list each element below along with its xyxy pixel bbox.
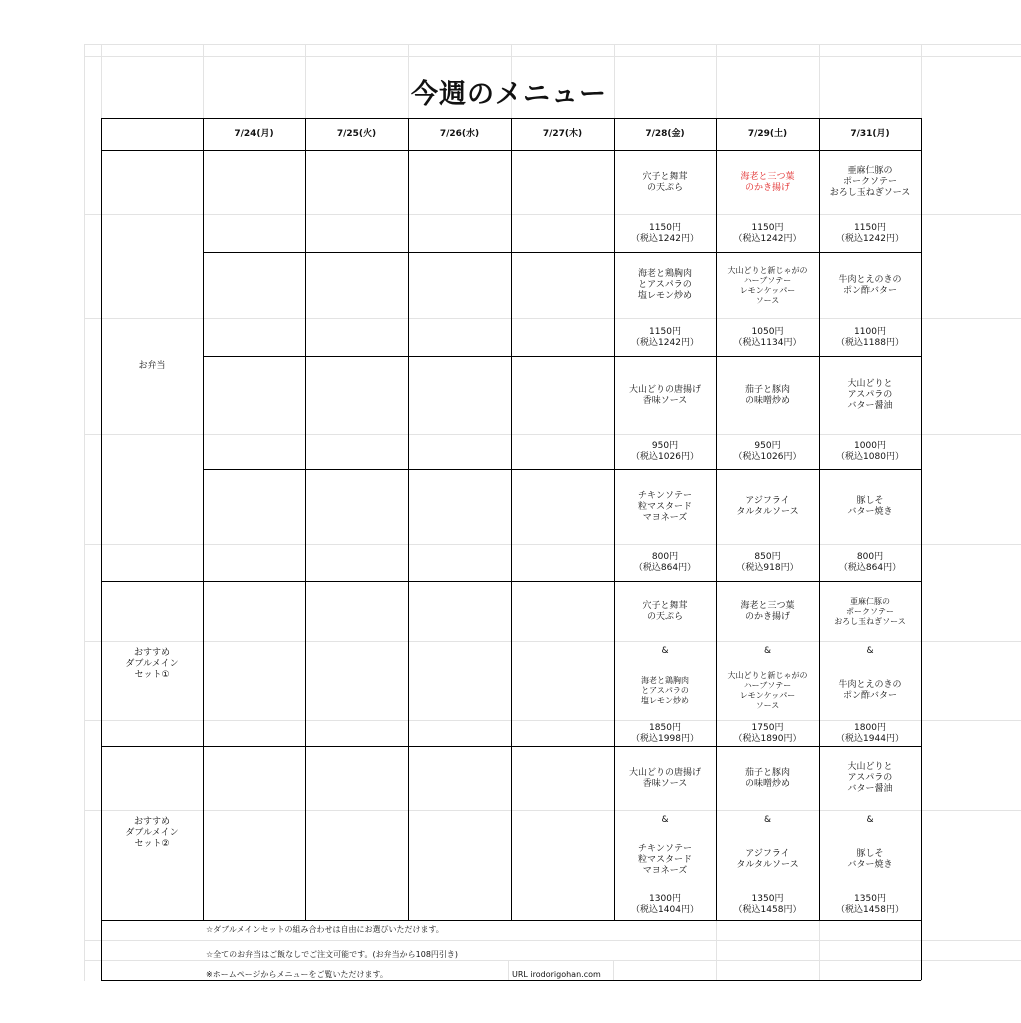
dish-name: 穴子と舞茸 の天ぷら [642, 171, 688, 193]
set-dish-first: 亜麻仁豚の ポークソテー おろし玉ねぎソース [834, 596, 906, 626]
set-dish-second: 海老と鶏胸肉 とアスパラの 塩レモン炒め [641, 675, 689, 705]
dish-name: 大山どりと新じゃがの ハーブソテー レモンケッパー ソース [727, 265, 808, 305]
set-ampersand: & [661, 645, 669, 656]
set-dish-first: 大山どりと アスパラの バター醤油 [847, 762, 893, 794]
set-ampersand: & [763, 645, 772, 656]
date-header: 7/28(金) [645, 129, 685, 139]
dish-price: 800円 （税込864円） [838, 552, 902, 573]
dish-name: 海老と鶏胸肉 とアスパラの 塩レモン炒め [637, 269, 692, 301]
set-dish-second: アジフライ タルタルソース [736, 849, 799, 870]
date-header: 7/27(木) [542, 129, 583, 139]
dish-price: 800円 （税込864円） [633, 552, 697, 573]
spreadsheet [84, 44, 1021, 981]
date-header: 7/25(火) [336, 129, 377, 139]
set-dish-first: 穴子と舞茸 の天ぷら [642, 600, 688, 622]
footer-note: ☆ダブルメインセットの組み合わせは自由にお選びいただけます。 [206, 925, 444, 934]
dish-name: 豚しそ バター焼き [847, 496, 893, 517]
dish-price: 1100円 （税込1188円） [836, 326, 904, 348]
date-header: 7/31(月) [850, 129, 890, 139]
set-price: 1350円 （税込1458円） [733, 894, 802, 915]
dish-price: 1150円 （税込1242円） [733, 222, 802, 244]
section-label-set1: おすすめ ダブルメイン セット① [125, 647, 179, 680]
set-dish-second: 大山どりと新じゃがの ハーブソテー レモンケッパー ソース [727, 670, 808, 710]
set-ampersand: & [661, 814, 669, 825]
set-dish-second: チキンソテー 粒マスタード マヨネーズ [637, 843, 692, 876]
set-price: 1800円 （税込1944円） [836, 722, 904, 744]
dish-name: 大山どりと アスパラの バター醤油 [847, 379, 893, 411]
section-label-bento: お弁当 [138, 360, 166, 371]
set-dish-first: 海老と三つ葉 のかき揚げ [740, 600, 795, 622]
dish-name: アジフライ タルタルソース [736, 496, 799, 517]
set-ampersand: & [866, 814, 874, 825]
dish-price: 1150円 （税込1242円） [836, 222, 904, 244]
set-price: 1350円 （税込1458円） [836, 894, 904, 915]
dish-price: 950円 （税込1026円） [733, 441, 802, 462]
set-ampersand: & [763, 814, 772, 825]
set-dish-first: 茄子と豚肉 の味噌炒め [744, 767, 790, 789]
dish-price: 1050円 （税込1134円） [733, 326, 802, 348]
dish-price: 1000円 （税込1080円） [836, 441, 904, 462]
set-dish-second: 豚しそ バター焼き [847, 849, 893, 870]
set-ampersand: & [866, 645, 874, 656]
dish-name: 亜麻仁豚の ポークソテー おろし玉ねぎソース [829, 166, 911, 198]
page-title: 今週のメニュー [411, 79, 607, 110]
footer-note: ※ホームページからメニューをご覧いただけます。 [206, 970, 388, 979]
dish-name: 茄子と豚肉 の味噌炒め [744, 384, 790, 406]
dish-name: チキンソテー 粒マスタード マヨネーズ [637, 490, 692, 523]
date-header: 7/29(土) [747, 129, 788, 139]
date-header: 7/26(水) [439, 129, 480, 139]
date-header: 7/24(月) [234, 129, 274, 139]
set-price: 1300円 （税込1404円） [631, 894, 699, 915]
section-label-set2: おすすめ ダブルメイン セット② [125, 817, 179, 849]
set-dish-first: 大山どりの唐揚げ 香味ソース [628, 767, 701, 789]
dish-price: 950円 （税込1026円） [631, 441, 699, 462]
footer-url: URL irodorigohan.com [512, 970, 601, 979]
dish-price: 850円 （税込918円） [736, 552, 799, 573]
set-dish-second: 牛肉とえのきの ポン酢バター [838, 679, 902, 701]
dish-name-highlight: 海老と三つ葉 のかき揚げ [740, 171, 795, 193]
set-price: 1750円 （税込1890円） [733, 722, 802, 744]
dish-name: 牛肉とえのきの ポン酢バター [838, 274, 902, 296]
dish-price: 1150円 （税込1242円） [631, 222, 699, 244]
set-price: 1850円 （税込1998円） [631, 722, 699, 744]
dish-price: 1150円 （税込1242円） [631, 326, 699, 348]
footer-note: ☆全てのお弁当はご飯なしでご注文可能です。(お弁当から108円引き) [206, 950, 459, 959]
dish-name: 大山どりの唐揚げ 香味ソース [628, 384, 701, 406]
